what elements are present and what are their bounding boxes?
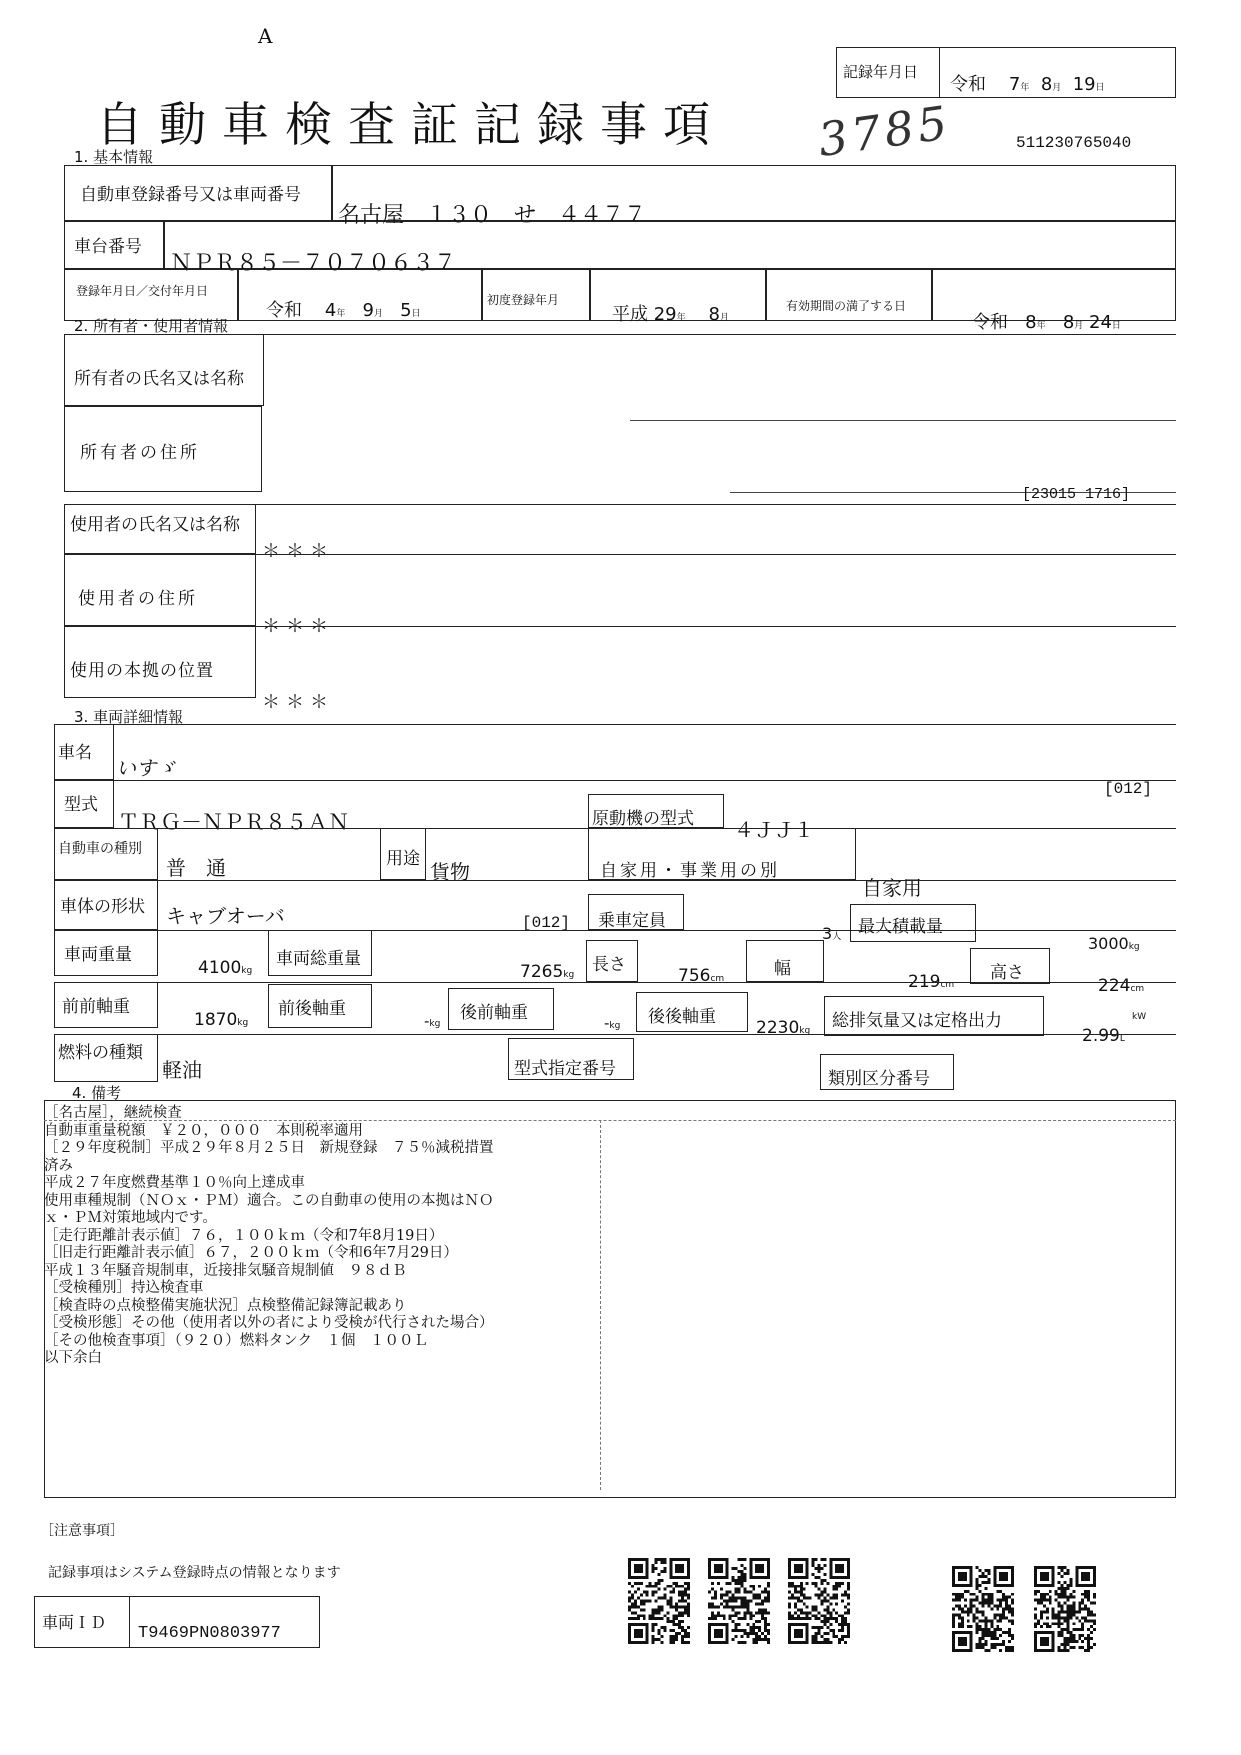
remarks-line: ｘ・ＰＭ対策地域内です。 (44, 1210, 217, 1226)
qr-code-graphic (708, 1558, 770, 1644)
height-label: 高さ (990, 963, 1024, 983)
qr-code-3 (788, 1558, 850, 1644)
purpose-value: 貨物 (430, 860, 470, 884)
owner-redaction-line-1 (630, 420, 1176, 421)
engine-model-label: 原動機の型式 (592, 809, 694, 829)
registration-date-label: 登録年月日／交付年月日 (76, 284, 209, 298)
car-name-label: 車名 (58, 743, 92, 763)
fr-axle-value: -kg (424, 1012, 441, 1030)
width-label: 幅 (774, 959, 791, 979)
user-name-label: 使用者の氏名又は名称 (70, 515, 240, 535)
remarks-line: ［旧走行距離計表示値］６７，２００ｋｍ（令和6年7月29日） (44, 1245, 458, 1261)
user-address-rule (256, 554, 1176, 555)
remarks-line: 自動車重量税額 ￥２０，０００ 本則税率適用 (44, 1122, 363, 1139)
section-3-rule (54, 724, 1176, 725)
vehicle-type-label: 自動車の種別 (58, 841, 142, 857)
chassis-label: 車台番号 (74, 237, 142, 257)
remarks-line: ［受検形態］その他（使用者以外の者により受検が代行された場合） (44, 1315, 494, 1331)
user-address-label: 使用者の住所 (78, 589, 198, 609)
remarks-line: 平成１３年騒音規制車，近接排気騒音規制値 ９８ｄＢ (44, 1262, 407, 1279)
remarks-line: 使用車種規制（ＮＯｘ・ＰＭ）適合。この自動車の使用の本拠はＮＯ (44, 1192, 494, 1209)
owner-address-label: 所有者の住所 (80, 443, 200, 463)
section-remarks-title: 4. 備考 (72, 1084, 122, 1102)
qr-code-graphic (788, 1558, 850, 1644)
length-label: 長さ (592, 955, 626, 975)
record-date-value: 令和 7年 8月 19日 (950, 74, 1105, 95)
model-label: 型式 (64, 795, 98, 815)
capacity-label: 乗車定員 (598, 911, 666, 931)
qr-code-2 (708, 1558, 770, 1644)
category-label: 類別区分番号 (828, 1069, 930, 1089)
ff-axle-label: 前前軸重 (62, 997, 130, 1017)
fuel-row-rule (54, 1034, 1176, 1035)
model-value: ＴＲＧ－ＮＰＲ８５ＡＮ (118, 810, 349, 834)
user-name-value: ＊＊＊ (262, 541, 334, 562)
displacement-label: 総排気量又は定格出力 (832, 1011, 1002, 1031)
rr-axle-value: 2230kg (756, 1018, 811, 1038)
rf-axle-label: 後前軸重 (460, 1003, 528, 1023)
qr-code-graphic (952, 1566, 1014, 1652)
weight-label: 車両重量 (64, 945, 132, 965)
base-location-label: 使用の本拠の位置 (70, 661, 214, 681)
first-registration-label: 初度登録年月 (487, 293, 560, 307)
base-location-value: ＊＊＊ (262, 692, 334, 713)
page-title: 自動車検査証記録事項 (96, 98, 726, 153)
remarks-line: 以下余白 (44, 1350, 102, 1366)
owner-name-label: 所有者の氏名又は名称 (74, 369, 244, 389)
ff-axle-value: 1870kg (194, 1010, 249, 1030)
displacement-value: 2.99L (1082, 1026, 1125, 1046)
max-load-label: 最大積載量 (858, 917, 943, 937)
rf-axle-value: -kg (604, 1014, 621, 1032)
engine-model-value: ４ＪＪ１ (734, 818, 814, 842)
document-number: 511230765040 (1016, 134, 1132, 152)
gross-weight-label: 車両総重量 (276, 949, 361, 969)
body-shape-code: [012] (522, 914, 571, 932)
vehicle-type-value: 普 通 (166, 856, 226, 880)
form-letter: A (258, 24, 273, 48)
section-basic-info-title: 1. 基本情報 (74, 148, 154, 166)
axle-row-rule (54, 982, 1176, 983)
remarks-line: ［検査時の点検整備実施状況］点検整備記録簿記載あり (44, 1297, 407, 1314)
qr-code-graphic (1034, 1566, 1096, 1652)
handwritten-number: 3785 (814, 95, 955, 167)
designation-label: 型式指定番号 (514, 1059, 616, 1079)
section-owner-info-title: 2. 所有者・使用者情報 (74, 317, 229, 335)
fuel-value: 軽油 (162, 1058, 202, 1082)
rr-axle-label: 後後軸重 (648, 1007, 716, 1027)
expiry-date-value: 令和 8年 8月 24日 (972, 312, 1121, 333)
length-value: 756cm (678, 966, 725, 986)
qr-code-graphic (628, 1558, 690, 1644)
fr-axle-label: 前後軸重 (278, 999, 346, 1019)
use-value: 自家用 (862, 876, 922, 900)
owner-code: [23015 1716] (1022, 486, 1131, 503)
use-label: 自家用・事業用の別 (600, 861, 780, 881)
body-shape-value: キャブオーバ (166, 904, 285, 928)
height-value: 224cm (1098, 976, 1145, 996)
notice-title: ［注意事項］ (40, 1523, 124, 1539)
vehicle-id-label: 車両ＩＤ (42, 1613, 107, 1632)
plate-label: 自動車登録番号又は車両番号 (80, 185, 301, 205)
remarks-line: ［名古屋］，継続検査 (44, 1105, 182, 1121)
weight-value: 4100kg (198, 958, 253, 978)
remarks-line: 平成２７年度燃費基準１０％向上達成車 (44, 1175, 305, 1191)
qr-code-1 (628, 1558, 690, 1644)
car-name-value: いすゞ (116, 756, 176, 780)
weight-row-rule (54, 930, 1176, 931)
base-location-rule (256, 626, 1176, 627)
user-address-value: ＊＊＊ (262, 616, 334, 637)
registration-date-value: 令和 4年 9月 5日 (266, 300, 421, 321)
first-registration-value: 平成 29年 8月 (612, 304, 730, 325)
model-row-rule (54, 780, 1176, 781)
gross-weight-value: 7265kg (520, 962, 575, 982)
fuel-label: 燃料の種類 (58, 1043, 143, 1063)
displacement-unit-kw: kW (1132, 1012, 1147, 1022)
vehicle-id-value: T9469PN0803977 (138, 1624, 281, 1643)
remarks-line: 済み (44, 1157, 73, 1174)
chassis-value: ＮＰＲ８５－７０７０６３７ (170, 251, 457, 276)
remarks-line: ［走行距離計表示値］７６，１００ｋｍ（令和7年8月19日） (44, 1227, 444, 1244)
plate-value: 名古屋 １３０ せ ４４７７ (338, 203, 647, 228)
body-row-rule (54, 880, 1176, 881)
qr-code-5 (1034, 1566, 1096, 1652)
notice-text: 記録事項はシステム登録時点の情報となります (48, 1565, 341, 1581)
purpose-label: 用途 (386, 849, 420, 869)
remarks-lines (44, 1105, 604, 1368)
expiry-label: 有効期間の満了する日 (786, 299, 907, 313)
qr-code-4 (952, 1566, 1014, 1652)
capacity-value: 3人 (822, 924, 842, 943)
record-date-label: 記録年月日 (843, 63, 919, 81)
width-value: 219cm (908, 972, 955, 992)
body-shape-label: 車体の形状 (60, 897, 145, 917)
car-name-code: [012] (1104, 780, 1153, 798)
remarks-line: ［２９年度税制］平成２９年８月２５日 新規登録 ７５％減税措置 (44, 1140, 494, 1156)
section-vehicle-title: 3. 車両詳細情報 (74, 708, 184, 726)
remarks-line: ［受検種別］持込検査車 (44, 1280, 204, 1296)
remarks-line: ［その他検査事項］（９２０）燃料タンク １個 １００Ｌ (44, 1332, 428, 1349)
max-load-value: 3000kg (1088, 934, 1140, 953)
